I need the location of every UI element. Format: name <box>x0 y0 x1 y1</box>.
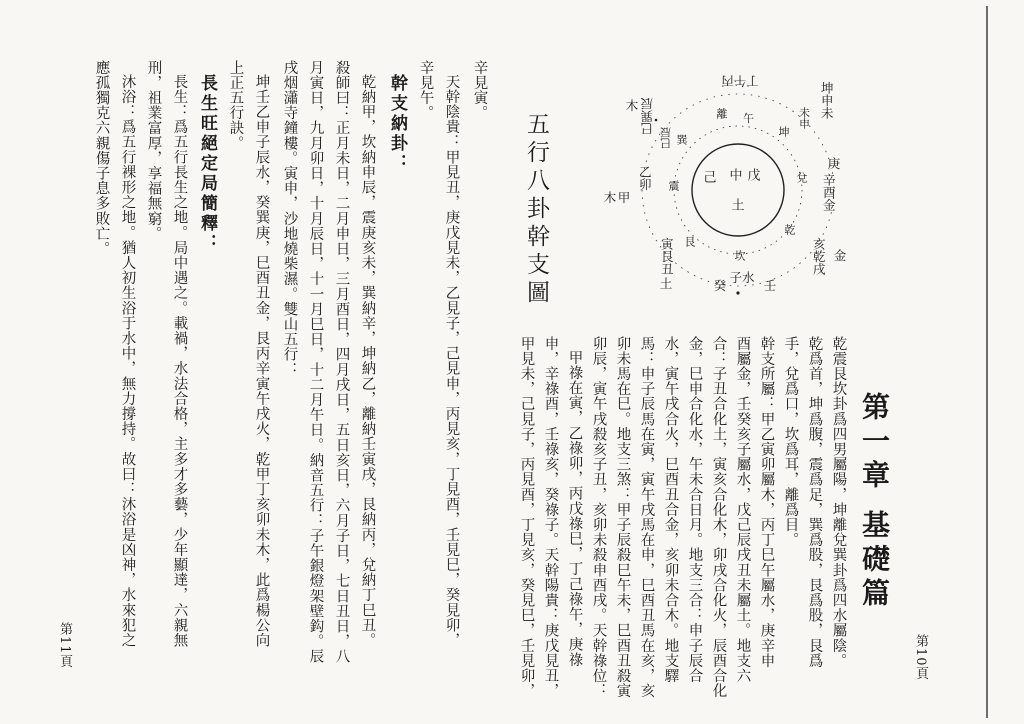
text-column: 坤壬乙申子辰水，癸巽庚，巳酉丑金，艮丙辛寅午戌火，乾甲丁亥卯未木，此爲楊公向 <box>253 74 270 648</box>
label-xun-group: 巳巽辰 <box>639 97 655 135</box>
label-kan: 坎 <box>734 249 746 263</box>
label-ren: 壬 <box>763 277 777 293</box>
text-column: 上正五行訣。 <box>227 60 244 151</box>
text-column: 酉屬金，壬癸亥子屬水，戊己辰戌丑未屬土。地支六 <box>734 336 751 684</box>
text-column: 沐浴：爲五行裸形之地。猶人初生浴于水中，無力撐持。故曰：沐浴是凶神，水來犯之 <box>119 74 136 648</box>
label-yi-mao: 乙卯 <box>637 165 653 191</box>
text-column: 辛見午。 <box>417 60 434 121</box>
text-column: 月寅日，九月卯日，十月辰日，十一月巳日，十二月午日。納音五行：子午銀燈架壁鈎。辰 <box>307 60 324 664</box>
text-column: 天幹陰貴：甲見丑，庚戊見未，乙見子，己見申，丙見亥，丁見酉，壬見巳，癸見卯， <box>443 74 460 648</box>
text-column: 馬：申子辰馬在寅，寅午戌馬在申，巳酉丑馬在亥，亥 <box>638 336 655 699</box>
text-column: 乾爲首，坤爲腹，震爲足，巽爲股，艮爲股，艮爲 <box>806 336 823 669</box>
text-column: 甲見未，己見子，丙見酉，丁見亥，癸見巳，壬見卯， <box>518 336 535 699</box>
center-ji: 己 <box>703 170 717 186</box>
label-zi-shui: 子水 <box>729 269 755 285</box>
label-tu-bottom: 土 <box>659 275 673 291</box>
label-fire-group: 丁午丙 <box>721 73 759 89</box>
label-mu-top: 木 <box>625 97 639 113</box>
label-chen-si: 巳辰 <box>659 127 673 149</box>
text-column: 卯辰，寅午戌殺亥子丑，亥卯未殺申酉戌。天幹祿位： <box>590 336 607 699</box>
center-zhong: 中 <box>729 168 743 184</box>
text-column: 甲祿在寅，乙祿卯，丙戊祿巳，丁己祿午，庚祿 <box>566 350 583 668</box>
text-column: 手，兌爲口，坎爲耳，離爲目。 <box>782 336 799 548</box>
label-jia: 甲 <box>617 189 631 205</box>
page-number-right: 第10頁 <box>913 634 928 681</box>
section-heading: 幹支納卦： <box>387 74 407 174</box>
label-gen-group: 寅艮丑 <box>659 237 675 275</box>
text-column: 刑，祖業富厚，享福無窮。 <box>145 60 162 242</box>
label-jin: 金 <box>833 247 847 263</box>
label-dui: 兌 <box>796 171 808 185</box>
label-geng: 庚 <box>827 155 841 171</box>
page-number-left: 第11頁 <box>57 622 72 669</box>
label-mu: 木 <box>603 189 617 205</box>
text-column: 乾震艮坎卦爲四男屬陽，坤離兌巽卦爲四水屬陰。 <box>830 336 847 669</box>
label-kun: 坤 <box>778 125 790 139</box>
page-edge-line <box>986 6 988 718</box>
label-wu-fire: 午 <box>741 112 755 124</box>
center-wu: 戊 <box>747 168 761 184</box>
label-qian: 乾 <box>784 223 796 237</box>
chapter-title: 第一章 基礎篇 <box>858 392 891 612</box>
bagua-diagram <box>596 60 848 320</box>
text-column: 乾納甲，坎納申辰，震庚亥未，巽納辛，坤納乙，離納壬寅戌，艮納丙，兌納丁巳丑。 <box>359 74 376 648</box>
label-zhen: 震 <box>668 179 680 193</box>
label-li: 離 <box>716 107 728 121</box>
text-column: 水，寅午戌合火，巳酉丑合金，亥卯未合木。地支驛 <box>662 336 679 684</box>
text-column: 卯未馬在巳。地支三煞：甲子辰殺巳午未，巳酉丑殺寅 <box>614 336 631 699</box>
text-column: 申，辛祿酉，壬祿亥，癸祿子。天幹陽貴：庚戊見丑， <box>542 336 559 699</box>
text-column: 殺師曰：正月未日，二月申日，三月酉日，四月戌日，五日亥日，六月子日，七日丑日，八 <box>333 60 350 664</box>
text-column: 戌烟瀟寺鐘樓。寅申，沙地燒柴濕。雙山五行： <box>281 60 298 378</box>
text-column: 金，巳申合化水，午未合日月。地支三合：申子辰合 <box>686 336 703 684</box>
text-column: 長生：爲五行長生之地。局中遇之。載禍，水法合格，主多才多藝，少年顯達，六親無 <box>171 74 188 648</box>
label-xun: 巽 <box>676 133 688 147</box>
text-column: 幹支所屬：甲乙寅卯屬木，丙丁巳午屬水，庚辛申 <box>758 336 775 669</box>
label-kun-group: 坤申未 <box>819 81 835 119</box>
label-gui: 癸 <box>713 277 727 293</box>
text-column: 合：子丑合化土，寅亥合化木，卯戌合化火，辰酉合化 <box>710 336 727 699</box>
label-qian-group: 亥乾戌 <box>811 237 827 275</box>
text-column: 應孤獨克六親傷子息多敗亡。 <box>93 60 110 257</box>
label-wei-shen: 未申 <box>797 107 811 129</box>
label-gen: 艮 <box>684 235 696 249</box>
label-xin-you-jin: 辛酉金 <box>821 173 837 211</box>
center-tu: 土 <box>731 198 745 214</box>
figure-title: 五行八卦幹支圖 <box>523 112 549 308</box>
text-column: 辛見寅。 <box>471 60 488 121</box>
section-heading: 長生旺絕定局簡釋： <box>197 74 217 254</box>
